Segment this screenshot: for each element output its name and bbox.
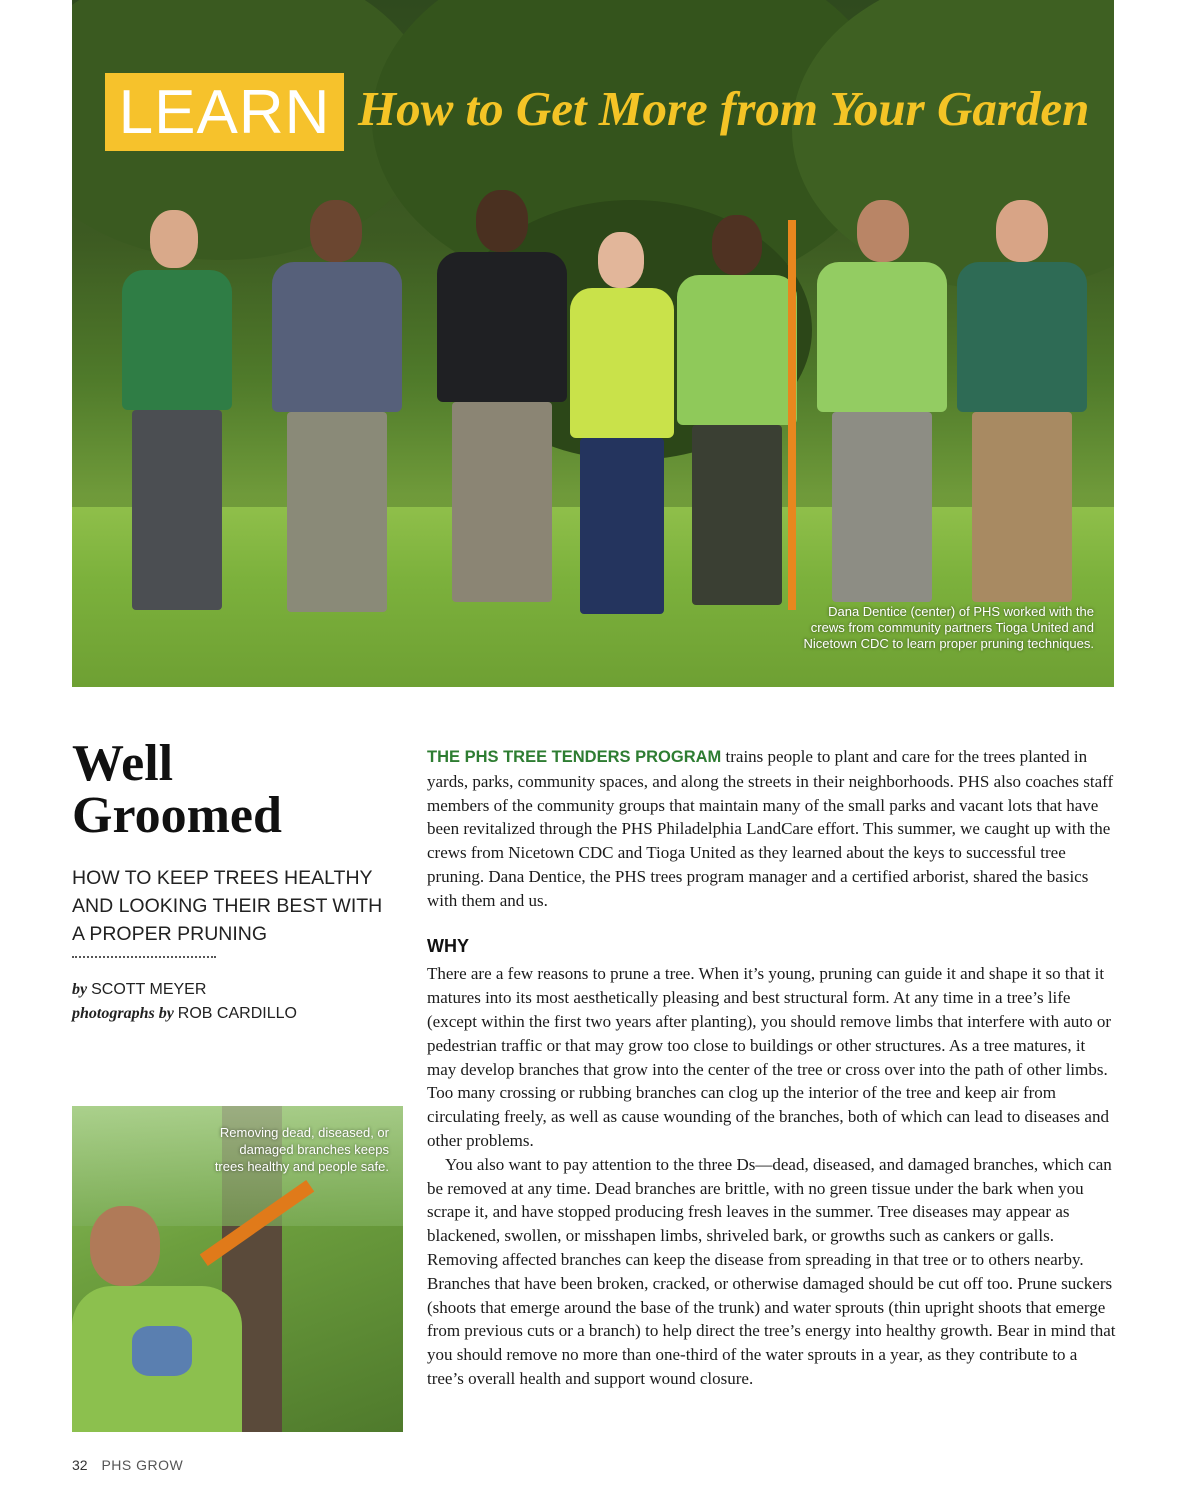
crew-member [262,200,412,620]
body-paragraph: You also want to pay attention to the three Ds—dead, diseased, and damaged branches, which can be removed at any time. Dead branches are brittle, with no green tissue under the bark when you scrape it, and have stopped producing fresh leaves in the summer. Tree diseases may appear as blackened, swollen, or misshapen limbs, shriveled bark, or growths such as cankers or galls. Removing affected branches can keep the disease from spreading in that tree or to others nearby. Branches that have been broken, cracked, or otherwise damaged should be cut off too. Prune suckers (shoots that emerge around the base of the trunk) and water sprouts (thin upright shoots that emerge from previous cuts or a branch) to help direct the tree’s energy into healthy growth. Bear in mind that you should remove no more than one-third of the water sprouts in a year, as they contribute to a tree’s overall health and support wound closure. [427,1154,1116,1388]
page-number: 32 [72,1457,88,1473]
learn-label: LEARN [105,73,344,151]
learn-tagline: How to Get More from Your Garden [358,81,1090,136]
author-name: SCOTT MEYER [91,981,207,998]
glove [132,1326,192,1376]
crew-member [952,200,1092,610]
title-line: Well [72,735,174,792]
crew-member [807,200,957,610]
hero-caption: Dana Dentice (center) of PHS worked with the crews from community partners Tioga United and Nicetown CDC to learn proper pruning techniques. [803,604,1094,651]
crew-member [432,190,572,610]
photographer-byline [72,1004,297,1024]
pole-pruner [788,220,796,610]
page-footer [72,1457,183,1473]
section-heading-why: WHY [427,935,469,956]
crew-member [672,215,802,615]
photo-lead: photographs by [72,1005,174,1022]
photographer-name: ROB CARDILLO [177,1005,297,1022]
author-byline [72,980,206,1000]
intro-text: trains people to plant and care for the trees planted in yards, parks, community spaces, and along the streets in their neighborhoods. PHS also coaches staff members of the community groups that maintain many of the small parks and vacant lots that have been revitalized through the PHS Philadelphia LandCare effort. This summer, we caught up with the crews from Nicetown CDC and Tioga United as they learned about the keys to successful tree pruning. Dana Dentice, the PHS trees program manager and a certified arborist, shared the basics with them and us. [427,747,1114,910]
intro-lead: THE PHS TREE TENDERS PROGRAM [427,748,722,766]
article-subtitle: HOW TO KEEP TREES HEALTHY AND LOOKING THEIR BEST WITH A PROPER PRUNING [72,867,383,945]
pruning-photo [72,1106,403,1432]
hero-photo [72,0,1114,687]
intro-paragraph [427,745,1117,913]
crew-member-center [562,232,682,622]
title-line: Groomed [72,787,282,844]
publication-name: PHS GROW [101,1457,184,1473]
byline-lead: by [72,981,88,998]
article-title [72,735,282,844]
article-body [427,745,1117,1391]
dotted-divider [72,956,216,958]
body-paragraph: There are a few reasons to prune a tree. When it’s young, pruning can guide it and shape it so that it matures into its most aesthetically pleasing and best structural form. At any time in a tree’s life (except within the first two years after planting), you should remove limbs that interfere with auto or pedestrian traffic or that may grow too close to buildings or other structures. As a tree matures, it may develop branches that grow into the center of the tree or cross over into the path of other limbs. Too many crossing or rubbing branches can clog up the interior of the tree and keep air from circulating freely, as well as cause wounding of the branches, both of which can lead to diseases and other problems. [427,964,1112,1150]
photo-caption: Removing dead, diseased, or damaged branches keeps trees healthy and people safe. [214,1125,389,1174]
crew-member [112,210,242,620]
worker-head [90,1206,160,1286]
